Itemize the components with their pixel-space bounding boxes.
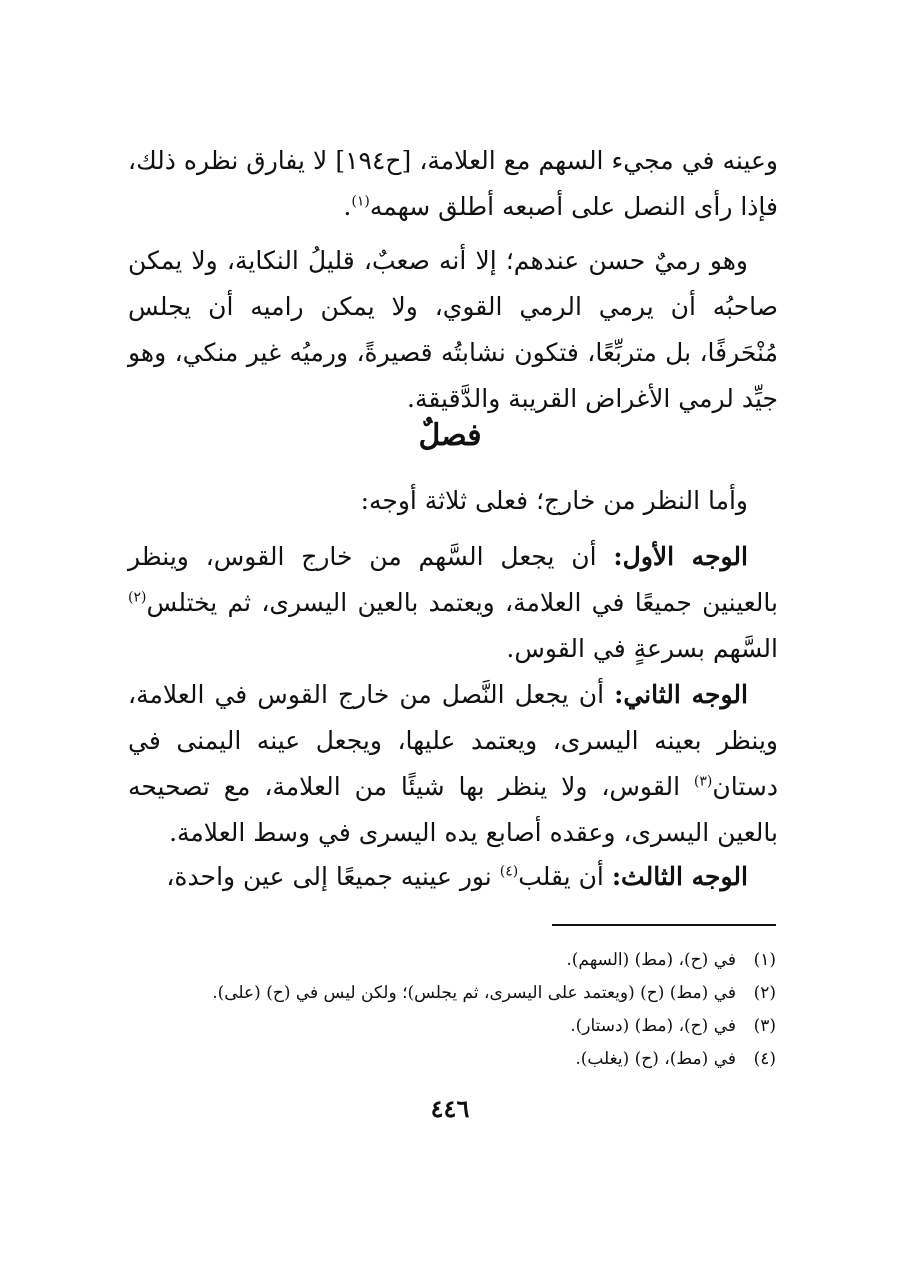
footnote-ref-2: (٢) xyxy=(128,589,147,606)
third-method-label: الوجه الثالث: xyxy=(611,862,748,891)
paragraph-third-method xyxy=(128,854,778,900)
footnote-3 xyxy=(100,1010,776,1043)
paragraph-1 xyxy=(128,138,778,230)
paragraph-3-text: وأما النظر من خارج؛ فعلى ثلاثة أوجه: xyxy=(360,486,748,515)
second-method-label: الوجه الثاني: xyxy=(614,680,748,709)
footnote-number: (٤) xyxy=(753,1049,776,1069)
footnote-number: (١) xyxy=(753,950,776,970)
footnotes xyxy=(100,944,776,1076)
paragraph-1-end: . xyxy=(343,192,352,221)
footnote-ref-1: (١) xyxy=(351,193,370,210)
footnote-number: (٣) xyxy=(753,1016,776,1036)
footnote-ref-4: (٤) xyxy=(499,863,519,880)
paragraph-second-method xyxy=(128,672,778,856)
paragraph-2-text: وهو رميٌ حسن عندهم؛ إلا أنه صعبٌ، قليلُ النكاية، ولا يمكن صاحبُه أن يرمي الرمي القوي، ولا يمكن راميه أن يجلس مُنْحَرفًا، بل متربِّعًا، فتكون نشابتُه قصيرةً، ورميُه غير منكي، وهو جيِّد لرمي الأغراض القريبة والدَّقيقة. xyxy=(128,246,778,413)
footnote-text: في (ح)، (مط) (دستار). xyxy=(570,1016,736,1036)
section-heading: فصلٌ xyxy=(418,418,482,453)
footnote-1 xyxy=(100,944,776,977)
footnote-2 xyxy=(100,977,776,1010)
footnote-4 xyxy=(100,1043,776,1076)
paragraph-2 xyxy=(128,238,778,422)
paragraph-first-method xyxy=(128,534,778,672)
first-method-label: الوجه الأول: xyxy=(613,542,748,571)
footnote-divider xyxy=(552,924,776,926)
third-method-end: نور عينيه جميعًا إلى عين واحدة، xyxy=(166,862,500,891)
third-method-text: أن يقلب xyxy=(518,862,612,891)
first-method-end: السَّهم بسرعةٍ في القوس. xyxy=(506,634,778,663)
second-method-text: أن يجعل النَّصل من خارج القوس في العلامة، وينظر بعينه اليسرى، ويعتمد عليها، ويجعل عينه اليمنى في دستان xyxy=(128,680,778,801)
paragraph-3 xyxy=(128,478,778,524)
footnote-ref-3: (٣) xyxy=(693,773,713,790)
first-method-text: أن يجعل السَّهم من خارج القوس، وينظر بالعينين جميعًا في العلامة، ويعتمد بالعين اليسرى، ثم يختلس xyxy=(128,542,778,617)
footnote-text: في (مط)، (ح) (يغلب). xyxy=(575,1049,736,1069)
footnote-text: في (ح)، (مط) (السهم). xyxy=(566,950,736,970)
footnote-text: في (مط) (ح) (ويعتمد على اليسرى، ثم يجلس)؛ ولكن ليس في (ح) (على). xyxy=(212,983,736,1003)
footnote-number: (٢) xyxy=(753,983,776,1003)
page-number: ٤٤٦ xyxy=(430,1094,470,1123)
paragraph-1-text: وعينه في مجيء السهم مع العلامة، [ح١٩٤] لا يفارق نظره ذلك، فإذا رأى النصل على أصبعه أطلق سهمه xyxy=(128,146,778,221)
second-method-end: القوس، ولا ينظر بها شيئًا من العلامة، مع تصحيحه بالعين اليسرى، وعقده أصابع يده اليسرى في وسط العلامة. xyxy=(128,772,778,847)
